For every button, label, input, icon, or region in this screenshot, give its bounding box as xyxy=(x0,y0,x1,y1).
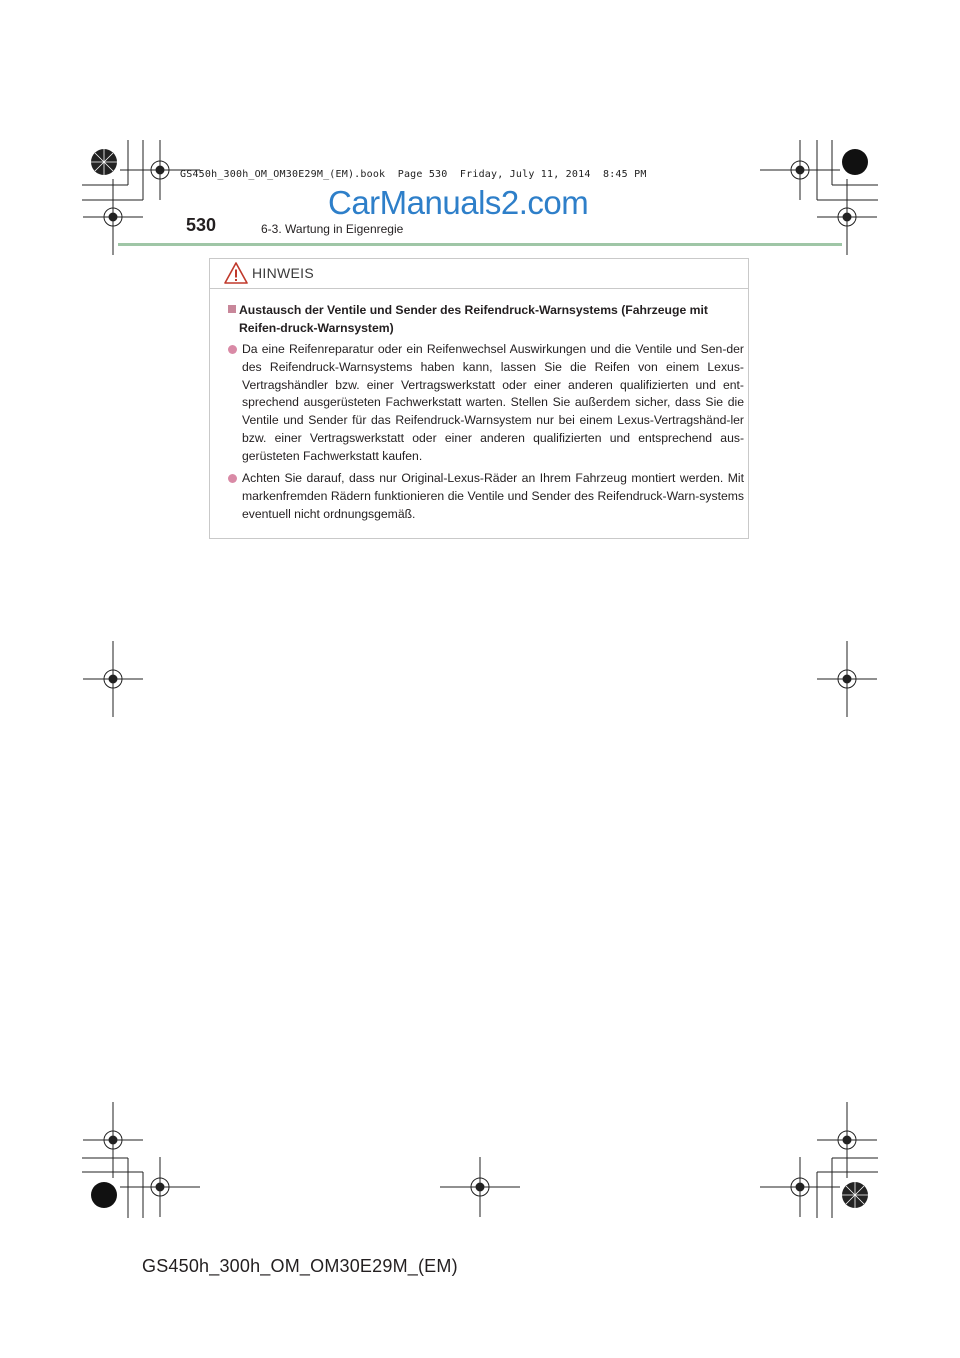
header-rule xyxy=(118,243,842,246)
footer-code: GS450h_300h_OM_OM30E29M_(EM) xyxy=(142,1256,458,1276)
section-title: 6-3. Wartung in Eigenregie xyxy=(261,222,404,236)
print-info: GS450h_300h_OM_OM30E29M_(EM).book Page 530 Friday, July 11, 2014 8:45 PM xyxy=(180,169,647,180)
list-item xyxy=(228,470,744,523)
list-item xyxy=(228,341,744,466)
notice-box xyxy=(209,258,749,539)
square-bullet-icon xyxy=(228,305,236,313)
list-item-text: Achten Sie darauf, dass nur Original-Lexus-Räder an Ihrem Fahrzeug montiert werden. Mit markenfremden Rädern funktionieren die Ventile und Sender des Reifendruck-Warn-systems eventuell nicht ordnungsgemäß. xyxy=(242,471,744,521)
list-item-text: Da eine Reifenreparatur oder ein Reifenwechsel Auswirkungen und die Ventile und Sen-der des Reifendruck-Warnsystems haben kann, lassen Sie die Reifen von einem Lexus-Vertragshändler bzw. einer Vertragswerkstatt oder einer anderen qualifizierten und ent-sprechend ausgerüsteten Fachwerkstatt warten. Stellen Sie außerdem sicher, dass Sie die Ventile und Sender für das Reifendruck-Warnsystem nur bei einem Lexus-Vertragshänd-ler bzw. einer Vertragswerkstatt oder einer anderen qualifizierten und entsprechend aus-gerüsteten Fachwerkstatt kaufen. xyxy=(242,342,744,463)
watermark: CarManuals2.com xyxy=(328,184,589,221)
notice-heading xyxy=(228,301,744,337)
bullet-dot-icon xyxy=(228,474,237,483)
notice-title: HINWEIS xyxy=(252,265,314,281)
bullet-dot-icon xyxy=(228,345,237,354)
warning-triangle-icon xyxy=(224,262,248,284)
notice-heading-text: Austausch der Ventile und Sender des Reifendruck-Warnsystems (Fahrzeuge mit Reifen-druck-Warnsystem) xyxy=(239,303,708,335)
notice-header xyxy=(210,259,748,289)
page-number: 530 xyxy=(186,215,217,235)
